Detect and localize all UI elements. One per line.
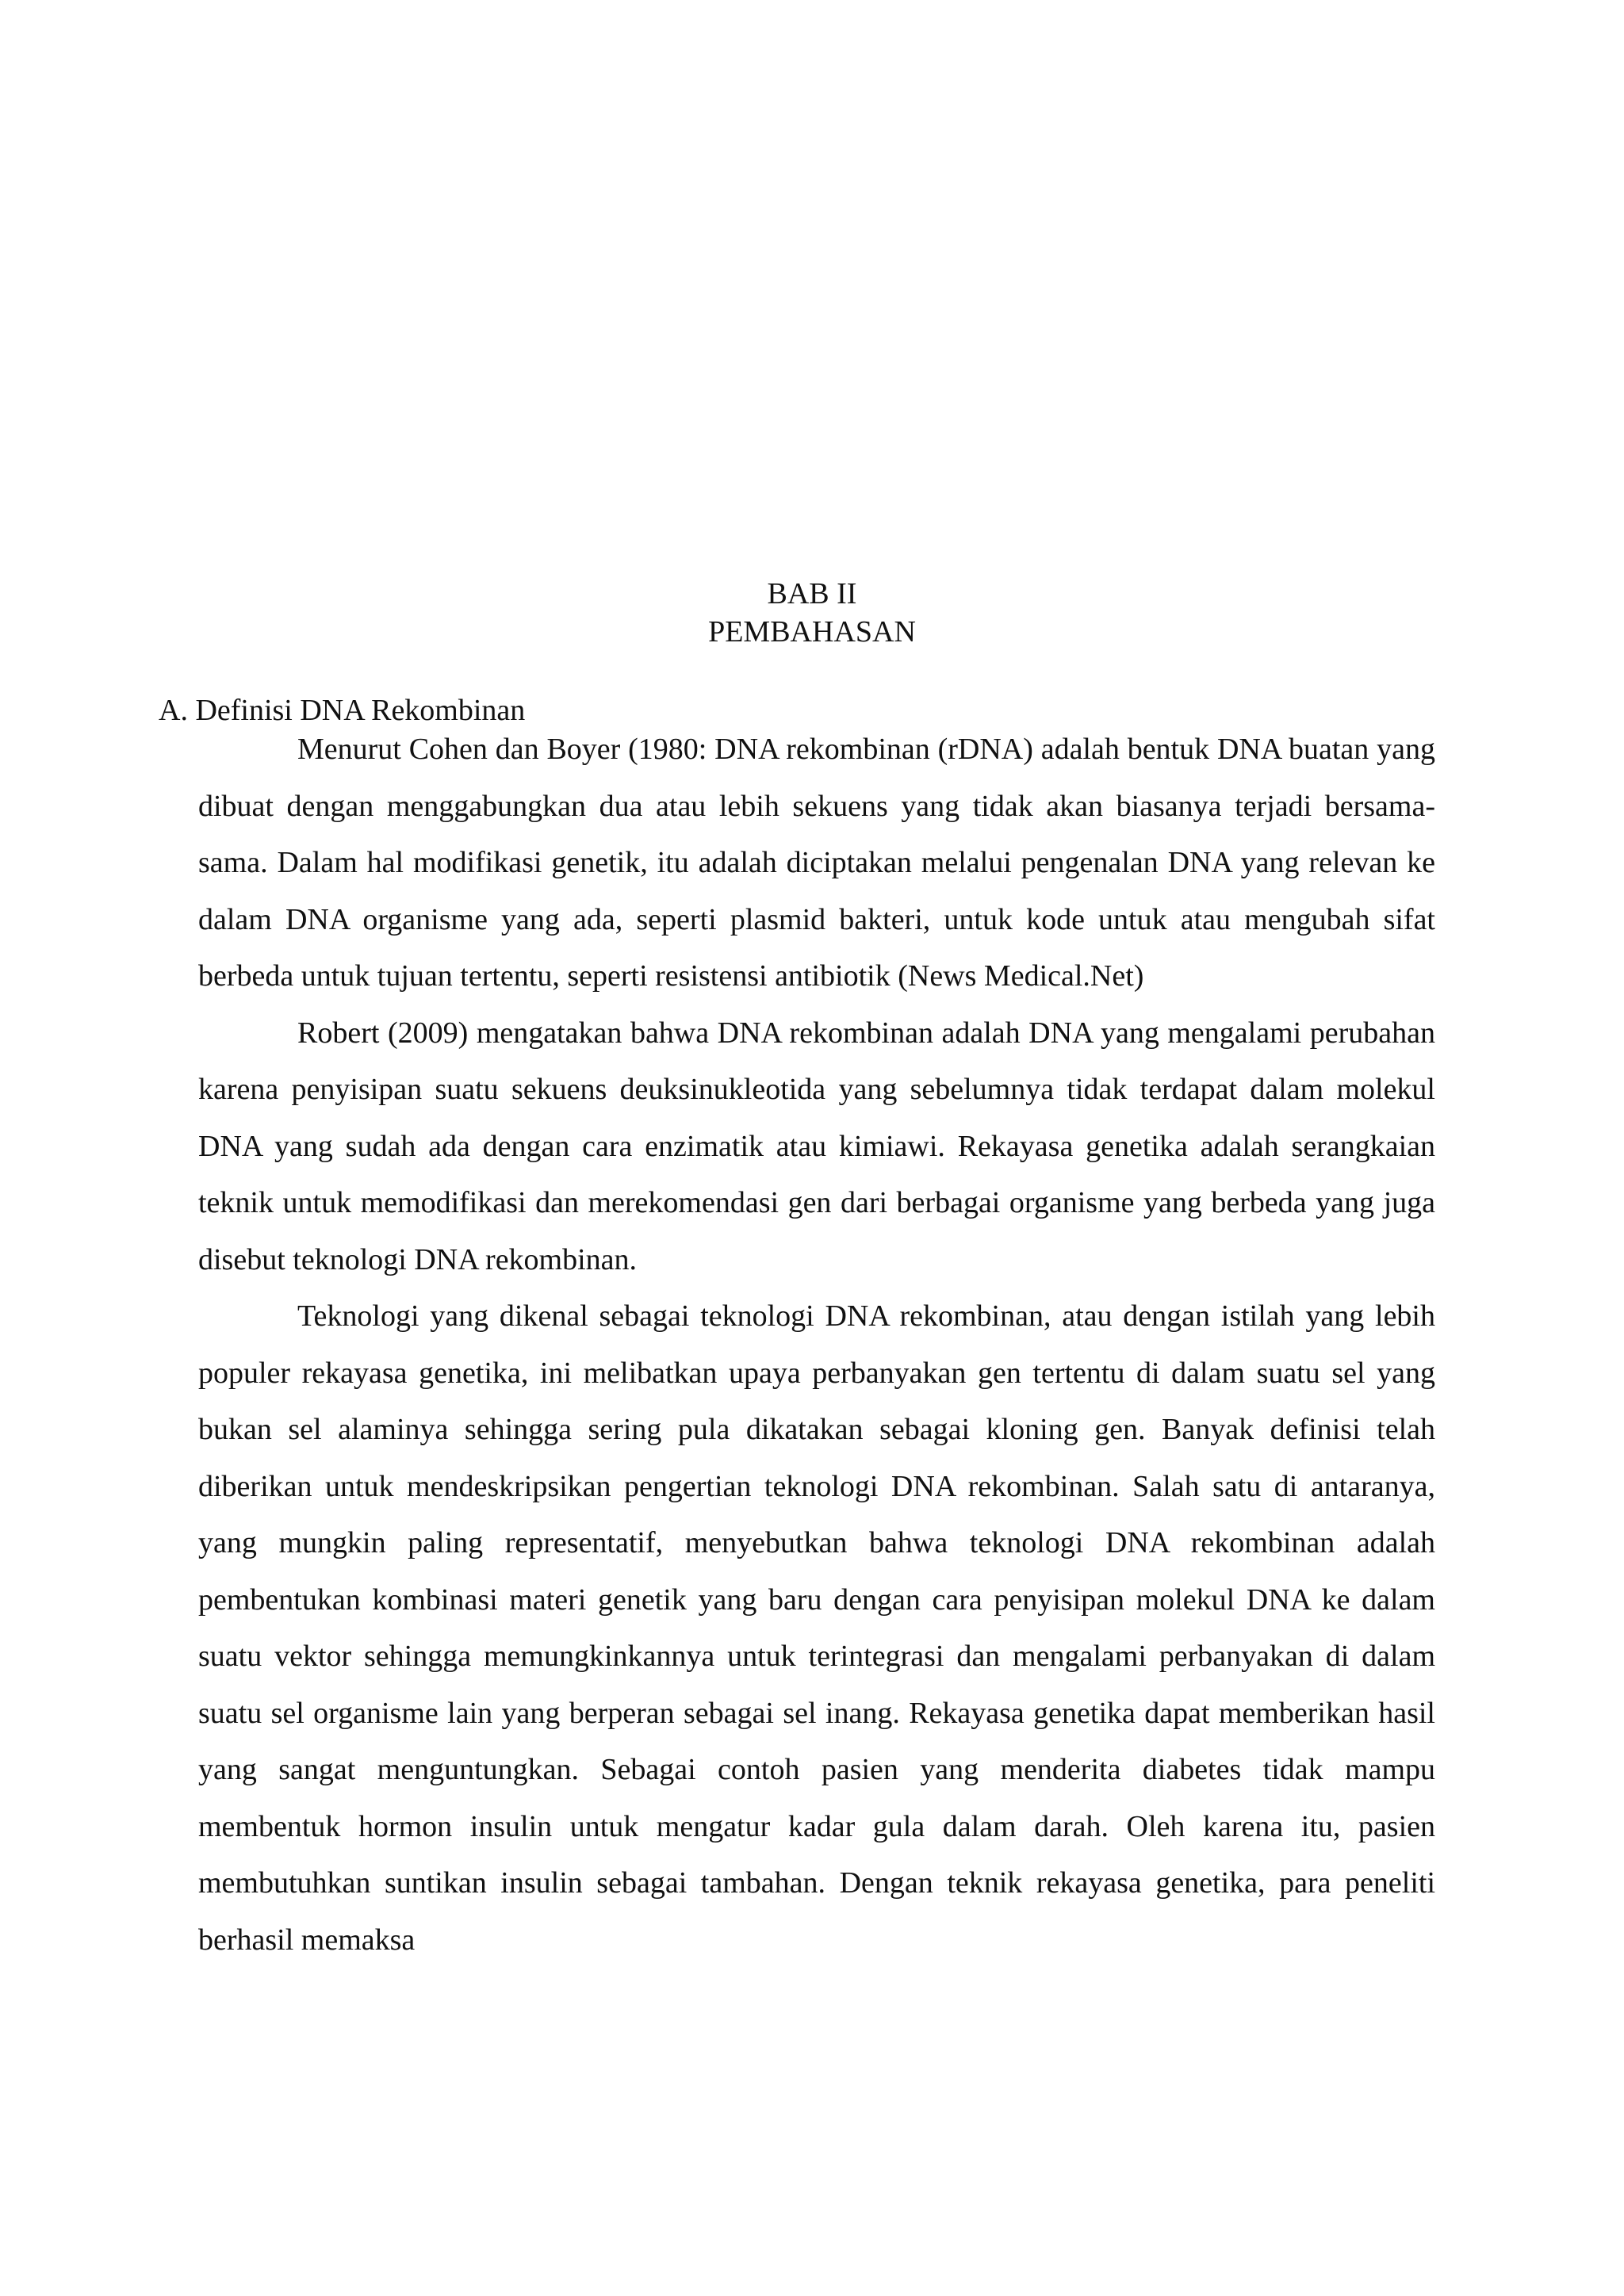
paragraph-3: Teknologi yang dikenal sebagai teknologi DNA rekombinan, atau dengan istilah yang lebih populer rekayasa genetika, ini melibatkan upaya perbanyakan gen tertentu di dalam suatu sel yang bukan sel alaminya sehingga sering pula dikatakan sebagai kloning gen. Banyak definisi telah diberikan untuk mendeskripsikan pengertian teknologi DNA rekombinan. Salah satu di antaranya, yang mungkin paling representatif, menyebutkan bahwa teknologi DNA rekombinan adalah pembentukan kombinasi materi genetik yang baru dengan cara penyisipan molekul DNA ke dalam suatu vektor sehingga memungkinkannya untuk terintegrasi dan mengalami perbanyakan di dalam suatu sel organisme lain yang berperan sebagai sel inang. Rekayasa genetika dapat memberikan hasil yang sangat menguntungkan. Sebagai contoh pasien yang menderita diabetes tidak mampu membentuk hormon insulin untuk mengatur kadar gula dalam darah. Oleh karena itu, pasien membutuhkan suntikan insulin sebagai tambahan. Dengan teknik rekayasa genetika, para peneliti berhasil memaksa (198, 1299, 1435, 1957)
paragraph-2: Robert (2009) mengatakan bahwa DNA rekombinan adalah DNA yang mengalami perubahan karena penyisipan suatu sekuens deuksinukleotida yang sebelumnya tidak terdapat dalam molekul DNA yang sudah ada dengan cara enzimatik atau kimiawi. Rekayasa genetika adalah serangkaian teknik untuk memodifikasi dan merekomendasi gen dari berbagai organisme yang berbeda yang juga disebut teknologi DNA rekombinan. (198, 1016, 1435, 1276)
chapter-number: BAB II (767, 577, 857, 610)
chapter-title: PEMBAHASAN (708, 615, 916, 649)
paragraph-1: Menurut Cohen dan Boyer (1980: DNA rekombinan (rDNA) adalah bentuk DNA buatan yang dibuat dengan menggabungkan dua atau lebih sekuens yang tidak akan biasanya terjadi bersama-sama. Dalam hal modifikasi genetik, itu adalah diciptakan melalui pengenalan DNA yang relevan ke dalam DNA organisme yang ada, seperti plasmid bakteri, untuk kode untuk atau mengubah sifat berbeda untuk tujuan tertentu, seperti resistensi antibiotik (News Medical.Net) (198, 733, 1435, 993)
body-text (198, 721, 1435, 1969)
section-title: A. Definisi DNA Rekombinan (159, 694, 526, 727)
